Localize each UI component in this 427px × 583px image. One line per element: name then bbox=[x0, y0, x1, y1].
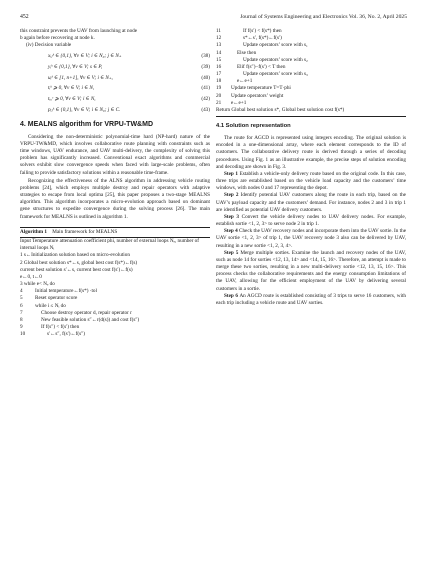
algorithm-line bbox=[20, 310, 210, 317]
equation-expression: uᵢᵏ ∈ [1, n+1], ∀v ∈ V; i ∈ N₊, bbox=[48, 74, 113, 81]
equation-expression: tᵢᵤᶜ ⩾ 0, ∀v ∈ V; i ∈ N, bbox=[48, 96, 96, 103]
paragraph-text: Merge multiple sorties. Examine the launch and recovery nodes of the UAV, such as node 14 for sorties <12, 13, 14> and <14, 15, 16>. Therefore, an attempt is made to merge these two sorties, resulting in a new multi-delivery sortie <12, 13, 15, 16>. This process checks the collaborative requirements and the energy consumption limitations of the UAV, allowing for the efficient employment of the UAV by delivering several customers in a sortie. bbox=[216, 249, 406, 292]
paragraph-text: The route for AGCD is represented using integers encoding. The original solution is encoded in a one-dimensional array, where each element corresponds to the ID of customers. The collaborative delivery route is derived through a series of decoding procedures. Using Fig. 1 as an illustrative example, the precise steps of solution encoding and decoding are shown in Fig. 3. bbox=[216, 135, 406, 170]
equation-expression: pᵢⱼᵏ ∈ {0,1}, ∀v ∈ V; i ∈ N₀; j ∈ C. bbox=[48, 106, 121, 113]
line-number: 13 bbox=[216, 42, 222, 49]
algorithm-line bbox=[20, 274, 210, 281]
step-label: Step 4 bbox=[224, 228, 239, 235]
algorithm-line bbox=[216, 78, 406, 85]
algorithm-title: Main framework for MEALNS bbox=[52, 228, 118, 235]
line-number: 19 bbox=[216, 85, 222, 92]
line-text: current best solution s′←s, current best cost f(s′)←f(s) bbox=[20, 266, 133, 273]
algorithm-label: Algorithm 1 bbox=[20, 228, 47, 235]
page-header bbox=[20, 14, 407, 22]
line-number: 9 bbox=[20, 324, 23, 331]
algorithm-line bbox=[20, 252, 210, 259]
paragraph bbox=[216, 135, 406, 171]
step-label: Step 2 bbox=[224, 192, 241, 199]
algorithm-lines bbox=[20, 238, 210, 338]
paragraph-text: Establish a vehicle-only delivery route based on the original code. In this case, three trips are established based on the vehicle load capacity and the customers’ time windows, with nodes 0 and 17 representing the depot. bbox=[216, 170, 406, 192]
line-text: e←0, t←0 bbox=[20, 273, 42, 280]
line-number: 5 bbox=[20, 295, 23, 302]
line-text: s′←s″, f(s′)←f(s″) bbox=[47, 331, 85, 338]
equation-number: (38) bbox=[201, 53, 210, 60]
algorithm-line bbox=[216, 64, 406, 71]
paragraph-list bbox=[216, 135, 406, 307]
equation-expression: xᵢⱼᵏ ∈ {0,1}, ∀v ∈ V; i ∈ N₀; j ∈ N₊ bbox=[48, 53, 122, 60]
line-number: 15 bbox=[216, 56, 222, 63]
intro-line-2: b again before recovering at node k. bbox=[20, 35, 95, 42]
line-text: Update temperature T=T·phi bbox=[231, 85, 291, 92]
paragraph-text: An AGCD route is established consisting of 3 trips to serve 16 customers, with each trip including a vehicle route and UAV sorties. bbox=[216, 292, 406, 306]
paragraph bbox=[216, 293, 406, 307]
line-number: 21 bbox=[216, 99, 222, 106]
paragraph bbox=[216, 250, 406, 293]
subsection-title: 4.1 Solution representation bbox=[216, 123, 291, 130]
equation-list bbox=[20, 53, 210, 114]
line-number: 11 bbox=[216, 28, 221, 34]
algorithm-line bbox=[216, 85, 406, 92]
line-text: while i ≤ Nᵢ do bbox=[35, 302, 66, 309]
algorithm-line bbox=[20, 260, 210, 267]
equation bbox=[20, 75, 210, 82]
algorithm-line bbox=[20, 331, 210, 338]
algorithm-caption bbox=[20, 228, 210, 238]
algorithm-line bbox=[216, 50, 406, 57]
paragraph-text: Identify potential UAV customers along the route in each trip, based on the UAV’s payload capacity and the customers’ demand. For instance, nodes 2 and 3 in trip 1 are identified as potential UAV delivery customers. bbox=[216, 192, 406, 213]
line-text: s*←s′, f(s*)←f(s′) bbox=[243, 35, 282, 42]
algorithm-box bbox=[20, 227, 210, 339]
paragraph: Considering the non-deterministic polynomial-time hard (NP-hard) nature of the VRPU-TW&MD, which involves collaborative route planning with constraints such as time windows, UAV endurance, and UAV multi-delivery, the complexity of solving this problem has significantly increased. Conventional exact algorithms and commercial solvers exhibit slow convergence speeds when faced with large-scale problems, often failing to provide satisfactory solutions within a reasonable time-frame. bbox=[20, 133, 210, 176]
algorithm-line bbox=[216, 71, 406, 78]
algorithm-line bbox=[20, 295, 210, 302]
equation-number: (39) bbox=[201, 63, 210, 70]
equation bbox=[20, 64, 210, 71]
intro-line-1: this constraint prevents the UAV from launching at node bbox=[20, 28, 138, 34]
line-number: 8 bbox=[20, 316, 23, 323]
algorithm-lines bbox=[216, 28, 406, 107]
step-label: Step 3 bbox=[224, 213, 242, 220]
line-number: 14 bbox=[216, 49, 222, 56]
equation-number: (40) bbox=[201, 74, 210, 81]
section-title: 4. MEALNS algorithm for VRPU-TW&MD bbox=[20, 121, 153, 129]
equation bbox=[20, 85, 210, 92]
line-text: e←e+1 bbox=[237, 78, 253, 85]
line-number: 6 bbox=[20, 302, 23, 309]
algorithm-continued bbox=[216, 28, 406, 117]
algorithm-line bbox=[20, 288, 210, 295]
line-text: Update operators’ weight bbox=[231, 92, 284, 99]
line-text: Choose destroy operator d, repair operator r bbox=[41, 309, 132, 316]
line-number: 12 bbox=[216, 35, 222, 42]
equation bbox=[20, 107, 210, 114]
paragraph bbox=[216, 228, 406, 250]
line-text: Update operators’ score with s₂ bbox=[243, 56, 308, 63]
line-text: e←e+1 bbox=[231, 99, 247, 106]
step-label: Step 6 bbox=[224, 292, 240, 299]
paragraph-text: Convert the vehicle delivery nodes to UAV delivery nodes. For example, establish sortie <1, 2, 3> to serve node 2 in trip 1. bbox=[216, 213, 406, 228]
paragraph: Recognizing the effectiveness of the ALNS algorithm in addressing vehicle routing problems [24], which employs multiple destroy and repair operators with adaptive strategies to escape from local optima [25], this paper proposes a two-stage MEALNS algorithm. This algorithm incorporates a micro-evolution approach based on dominant gene structures to expedite convergence during the solving process [26]. The main framework for MEALNS is outlined in algorithm 1. bbox=[20, 177, 210, 220]
line-number: 7 bbox=[20, 309, 23, 316]
algorithm-line bbox=[20, 317, 210, 324]
algorithm-line bbox=[216, 35, 406, 42]
line-number: 16 bbox=[216, 63, 222, 70]
equation-number: (43) bbox=[201, 106, 210, 113]
page-number: 452 bbox=[20, 14, 29, 20]
line-number: 17 bbox=[216, 71, 222, 78]
line-number: 20 bbox=[216, 92, 222, 99]
left-column bbox=[20, 28, 210, 338]
paragraph bbox=[216, 214, 406, 228]
equation-expression: tᵢᵏ ⩾ 0, ∀v ∈ V; i ∈ N, bbox=[48, 85, 95, 92]
paragraph bbox=[216, 171, 406, 193]
line-number: 10 bbox=[20, 331, 26, 338]
line-text: Update operators’ score with s₁ bbox=[243, 42, 308, 49]
line-text: Initial temperature←f(s*) ·tol bbox=[35, 288, 97, 295]
line-text: Update operators’ score with s₃ bbox=[243, 71, 308, 78]
line-text: Input Temperature attenuation coefficient phi, number of external loops Nₑ, number of internal loops Nᵢ bbox=[20, 238, 199, 252]
line-number: 18 bbox=[216, 78, 222, 85]
algorithm-line bbox=[216, 93, 406, 100]
line-text: 1 s←Initialization solution based on micro-evolution bbox=[20, 252, 130, 259]
algorithm-line bbox=[216, 42, 406, 49]
equation bbox=[20, 53, 210, 60]
line-text: Reset operator score bbox=[35, 295, 78, 302]
algorithm-line bbox=[216, 57, 406, 64]
algorithm-line bbox=[20, 303, 210, 310]
line-text: 2 Global best solution s*←s, global best cost f(s*)←f(s) bbox=[20, 259, 138, 266]
paragraph-text: Check the UAV recovery nodes and incorporate them into the UAV sortie. In the UAV sortie <1, 2, 3> of trip 1, the UAV recovery node 3 also can be delivered by UAV, resulting in a new sortie <1, 2, 3, 4>. bbox=[216, 228, 407, 249]
line-text: Else then bbox=[237, 49, 257, 56]
line-text: New feasible solution s″←r(d(s)) and cost f(s″) bbox=[41, 316, 140, 323]
line-text: If f(s′) < f(s*) then bbox=[243, 28, 282, 34]
line-number: 4 bbox=[20, 288, 23, 295]
algorithm-line bbox=[20, 238, 210, 252]
algorithm-line bbox=[20, 267, 210, 274]
journal-header: Journal of Systems Engineering and Electronics Vol. 36, No. 2, April 2025 bbox=[240, 14, 407, 20]
line-text: 3 while e< Nₑ do bbox=[20, 281, 55, 288]
step-label: Step 5 bbox=[224, 249, 241, 256]
algorithm-return: Return Global best solution s*, Global best solution cost f(s*) bbox=[216, 106, 345, 113]
step-label: Step 1 bbox=[224, 170, 240, 177]
line-text: Elif f(s″)−f(s′) < T then bbox=[237, 63, 286, 70]
equation-expression: yᵢᵏ ∈ {0,1}, ∀v ∈ V; s ∈ P, bbox=[48, 63, 103, 70]
algorithm-line bbox=[216, 100, 406, 107]
equation-number: (41) bbox=[201, 85, 210, 92]
right-column bbox=[216, 28, 406, 307]
paragraph bbox=[216, 192, 406, 214]
equation bbox=[20, 96, 210, 103]
decision-variable-label: (iv) Decision variable bbox=[26, 42, 72, 49]
line-text: If f(s″) < f(s′) then bbox=[41, 324, 80, 331]
equation-number: (42) bbox=[201, 96, 210, 103]
